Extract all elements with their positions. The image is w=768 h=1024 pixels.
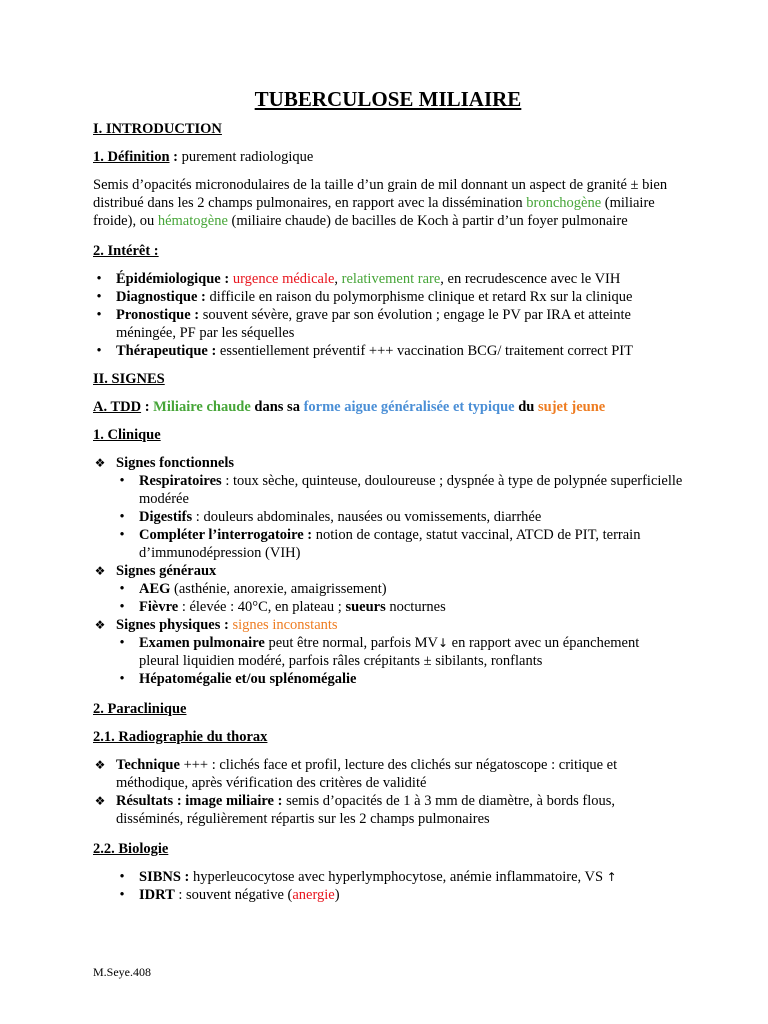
hematogene-term: hématogène (157, 213, 228, 229)
item-text: notion de contage, statut vaccinal, ATCD de PIT, terrain d’immunodépression (VIH) (139, 527, 641, 561)
signes-physiques (93, 616, 683, 688)
section-signes-heading: II. SIGNES (93, 371, 165, 387)
diamond-bullet-icon: ❖ (94, 618, 106, 632)
bullet-icon: • (119, 509, 125, 525)
tdd-line (93, 398, 683, 416)
item-label: IDRT (139, 887, 175, 903)
document-page (93, 86, 683, 904)
item-label: Diagnostique : (116, 289, 206, 305)
arrow-up-icon: ↑ (606, 870, 617, 884)
bullet-icon: • (119, 599, 125, 615)
item-text-1: peut être normal, parfois MV (264, 635, 438, 651)
sueurs-text: nocturnes (385, 599, 446, 615)
item-label: Examen pulmonaire (139, 635, 265, 651)
bullet-icon: • (119, 473, 125, 489)
definition-text-3: (miliaire chaude) de bacilles de Koch à partir d’un foyer pulmonaire (227, 213, 628, 229)
item-label: Fièvre (139, 599, 179, 615)
biologie-heading: 2.2. Biologie (93, 841, 169, 857)
biologie-list (93, 868, 683, 904)
arrow-down-icon: ↓ (437, 636, 449, 650)
clinique-heading: 1. Clinique (93, 427, 161, 443)
fonctionnels-sublist (116, 472, 683, 562)
urgence-text: urgence médicale (229, 271, 335, 287)
item-label: AEG (139, 581, 171, 597)
bullet-icon: • (119, 869, 125, 885)
item-text: difficile en raison du polymorphisme clinique et retard Rx sur la clinique (205, 289, 633, 305)
definition-heading: 1. Définition (93, 149, 170, 165)
item-text-2: en rapport avec un épanchement pleural liquidien modéré, parfois râles crépitants ± sibilants, ronflants (139, 635, 640, 669)
sueurs-label: sueurs (345, 599, 386, 615)
item-text: hyperleucocytose avec hyperlymphocytose, anémie inflammatoire, VS (189, 869, 607, 885)
bio-idrt (116, 886, 683, 904)
item-text: : douleurs abdominales, nausées ou vomissements, diarrhée (192, 509, 542, 525)
physiques-sublist (116, 634, 683, 688)
interet-heading: 2. Intérêt : (93, 243, 159, 259)
physique-examen-pulmonaire (116, 634, 683, 670)
diamond-bullet-icon: ❖ (94, 758, 106, 772)
bullet-icon: • (96, 289, 102, 305)
section-introduction-heading: I. INTRODUCTION (93, 121, 222, 137)
forme-text: forme aigue généralisée et typique (303, 399, 515, 415)
fonctionnel-digestifs (116, 508, 683, 526)
physique-hepatomegalie (116, 670, 683, 688)
definition-line (93, 148, 683, 166)
item-label: Résultats : image miliaire : (116, 793, 283, 809)
item-text: +++ : clichés face et profil, lecture des clichés sur négatoscope : critique et méthodique, après vérification des critères de validité (116, 757, 618, 791)
signes-generaux (93, 562, 683, 616)
definition-text-2: (miliaire froide), ou (93, 195, 655, 229)
item-label: Hépatomégalie et/ou splénomégalie (139, 671, 357, 687)
diamond-bullet-icon: ❖ (94, 794, 106, 808)
inconstants-text: signes inconstants (228, 617, 338, 633)
radiographie-heading: 2.1. Radiographie du thorax (93, 729, 268, 745)
tdd-colon: : (141, 399, 154, 415)
item-label: Pronostique : (116, 307, 200, 323)
item-label: Thérapeutique : (116, 343, 217, 359)
signes-fonctionnels (93, 454, 683, 562)
item-text: souvent sévère, grave par son évolution ; engage le PV par IRA et atteinte méningée, PF par les séquelles (116, 307, 631, 341)
item-label: Épidémiologique : (116, 271, 230, 287)
diamond-bullet-icon: ❖ (94, 456, 106, 470)
tdd-text-1: dans sa (250, 399, 304, 415)
interet-item-diagnostique (93, 288, 683, 306)
interet-item-epidemiologique (93, 270, 683, 288)
generaux-sublist (116, 580, 683, 616)
item-label: Digestifs (139, 509, 193, 525)
item-label: Compléter l’interrogatoire : (139, 527, 313, 543)
radio-resultats (93, 792, 683, 828)
fonctionnel-interrogatoire (116, 526, 683, 562)
interet-item-pronostique (93, 306, 683, 342)
item-text: : toux sèche, quinteuse, douloureuse ; dyspnée à type de polypnée superficielle modérée (139, 473, 683, 507)
radiographie-list (93, 756, 683, 828)
diamond-bullet-icon: ❖ (94, 564, 106, 578)
signes-generaux-label: Signes généraux (116, 563, 217, 579)
bullet-icon: • (119, 581, 125, 597)
item-label: SIBNS : (139, 869, 190, 885)
separator: , (334, 271, 339, 287)
tdd-text-2: du (514, 399, 538, 415)
bullet-icon: • (119, 887, 125, 903)
bullet-icon: • (119, 671, 125, 687)
bronchogene-term: bronchogène (526, 195, 602, 211)
definition-text-1: Semis d’opacités micronodulaires de la taille d’un grain de mil donnant un aspect de granité ± bien distribué dans les 2 champs pulmonaires, en rapport avec la dissémination (93, 177, 668, 211)
general-aeg (116, 580, 683, 598)
tdd-label: A. TDD (93, 399, 142, 415)
document-title: TUBERCULOSE MILIAIRE (254, 87, 522, 111)
item-text: : élevée : 40°C, en plateau ; (178, 599, 346, 615)
clinique-list (93, 454, 683, 688)
bio-sibns (116, 868, 683, 886)
close-paren: ) (334, 887, 340, 903)
interet-list (93, 270, 683, 360)
item-text: (asthénie, anorexie, amaigrissement) (170, 581, 387, 597)
sujet-jeune-text: sujet jeune (537, 399, 606, 415)
signes-fonctionnels-label: Signes fonctionnels (116, 455, 235, 471)
definition-colon: : (169, 149, 178, 165)
item-label: Technique (116, 757, 180, 773)
anergie-text: anergie (292, 887, 335, 903)
radio-technique (93, 756, 683, 792)
miliaire-chaude-text: Miliaire chaude (153, 399, 251, 415)
item-text: essentiellement préventif +++ vaccination BCG/ traitement correct PIT (216, 343, 633, 359)
bullet-icon: • (96, 271, 102, 287)
general-fievre (116, 598, 683, 616)
fonctionnel-respiratoires (116, 472, 683, 508)
paraclinique-heading: 2. Paraclinique (93, 701, 187, 717)
item-text: : souvent négative ( (174, 887, 293, 903)
bullet-icon: • (96, 307, 102, 323)
item-text: semis d’opacités de 1 à 3 mm de diamètre, à bords flous, disséminés, régulièrement répartis sur les 2 champs pulmonaires (116, 793, 616, 827)
bullet-icon: • (96, 343, 102, 359)
signes-physiques-label: Signes physiques : (116, 617, 229, 633)
item-label: Respiratoires (139, 473, 222, 489)
bullet-icon: • (119, 635, 125, 651)
bullet-icon: • (119, 527, 125, 543)
interet-item-therapeutique (93, 342, 683, 360)
item-text: , en recrudescence avec le VIH (440, 271, 621, 287)
page-footer: M.Seye.408 (93, 965, 151, 979)
rare-text: relativement rare (338, 271, 441, 287)
definition-value: purement radiologique (178, 149, 314, 165)
definition-paragraph (93, 176, 683, 230)
